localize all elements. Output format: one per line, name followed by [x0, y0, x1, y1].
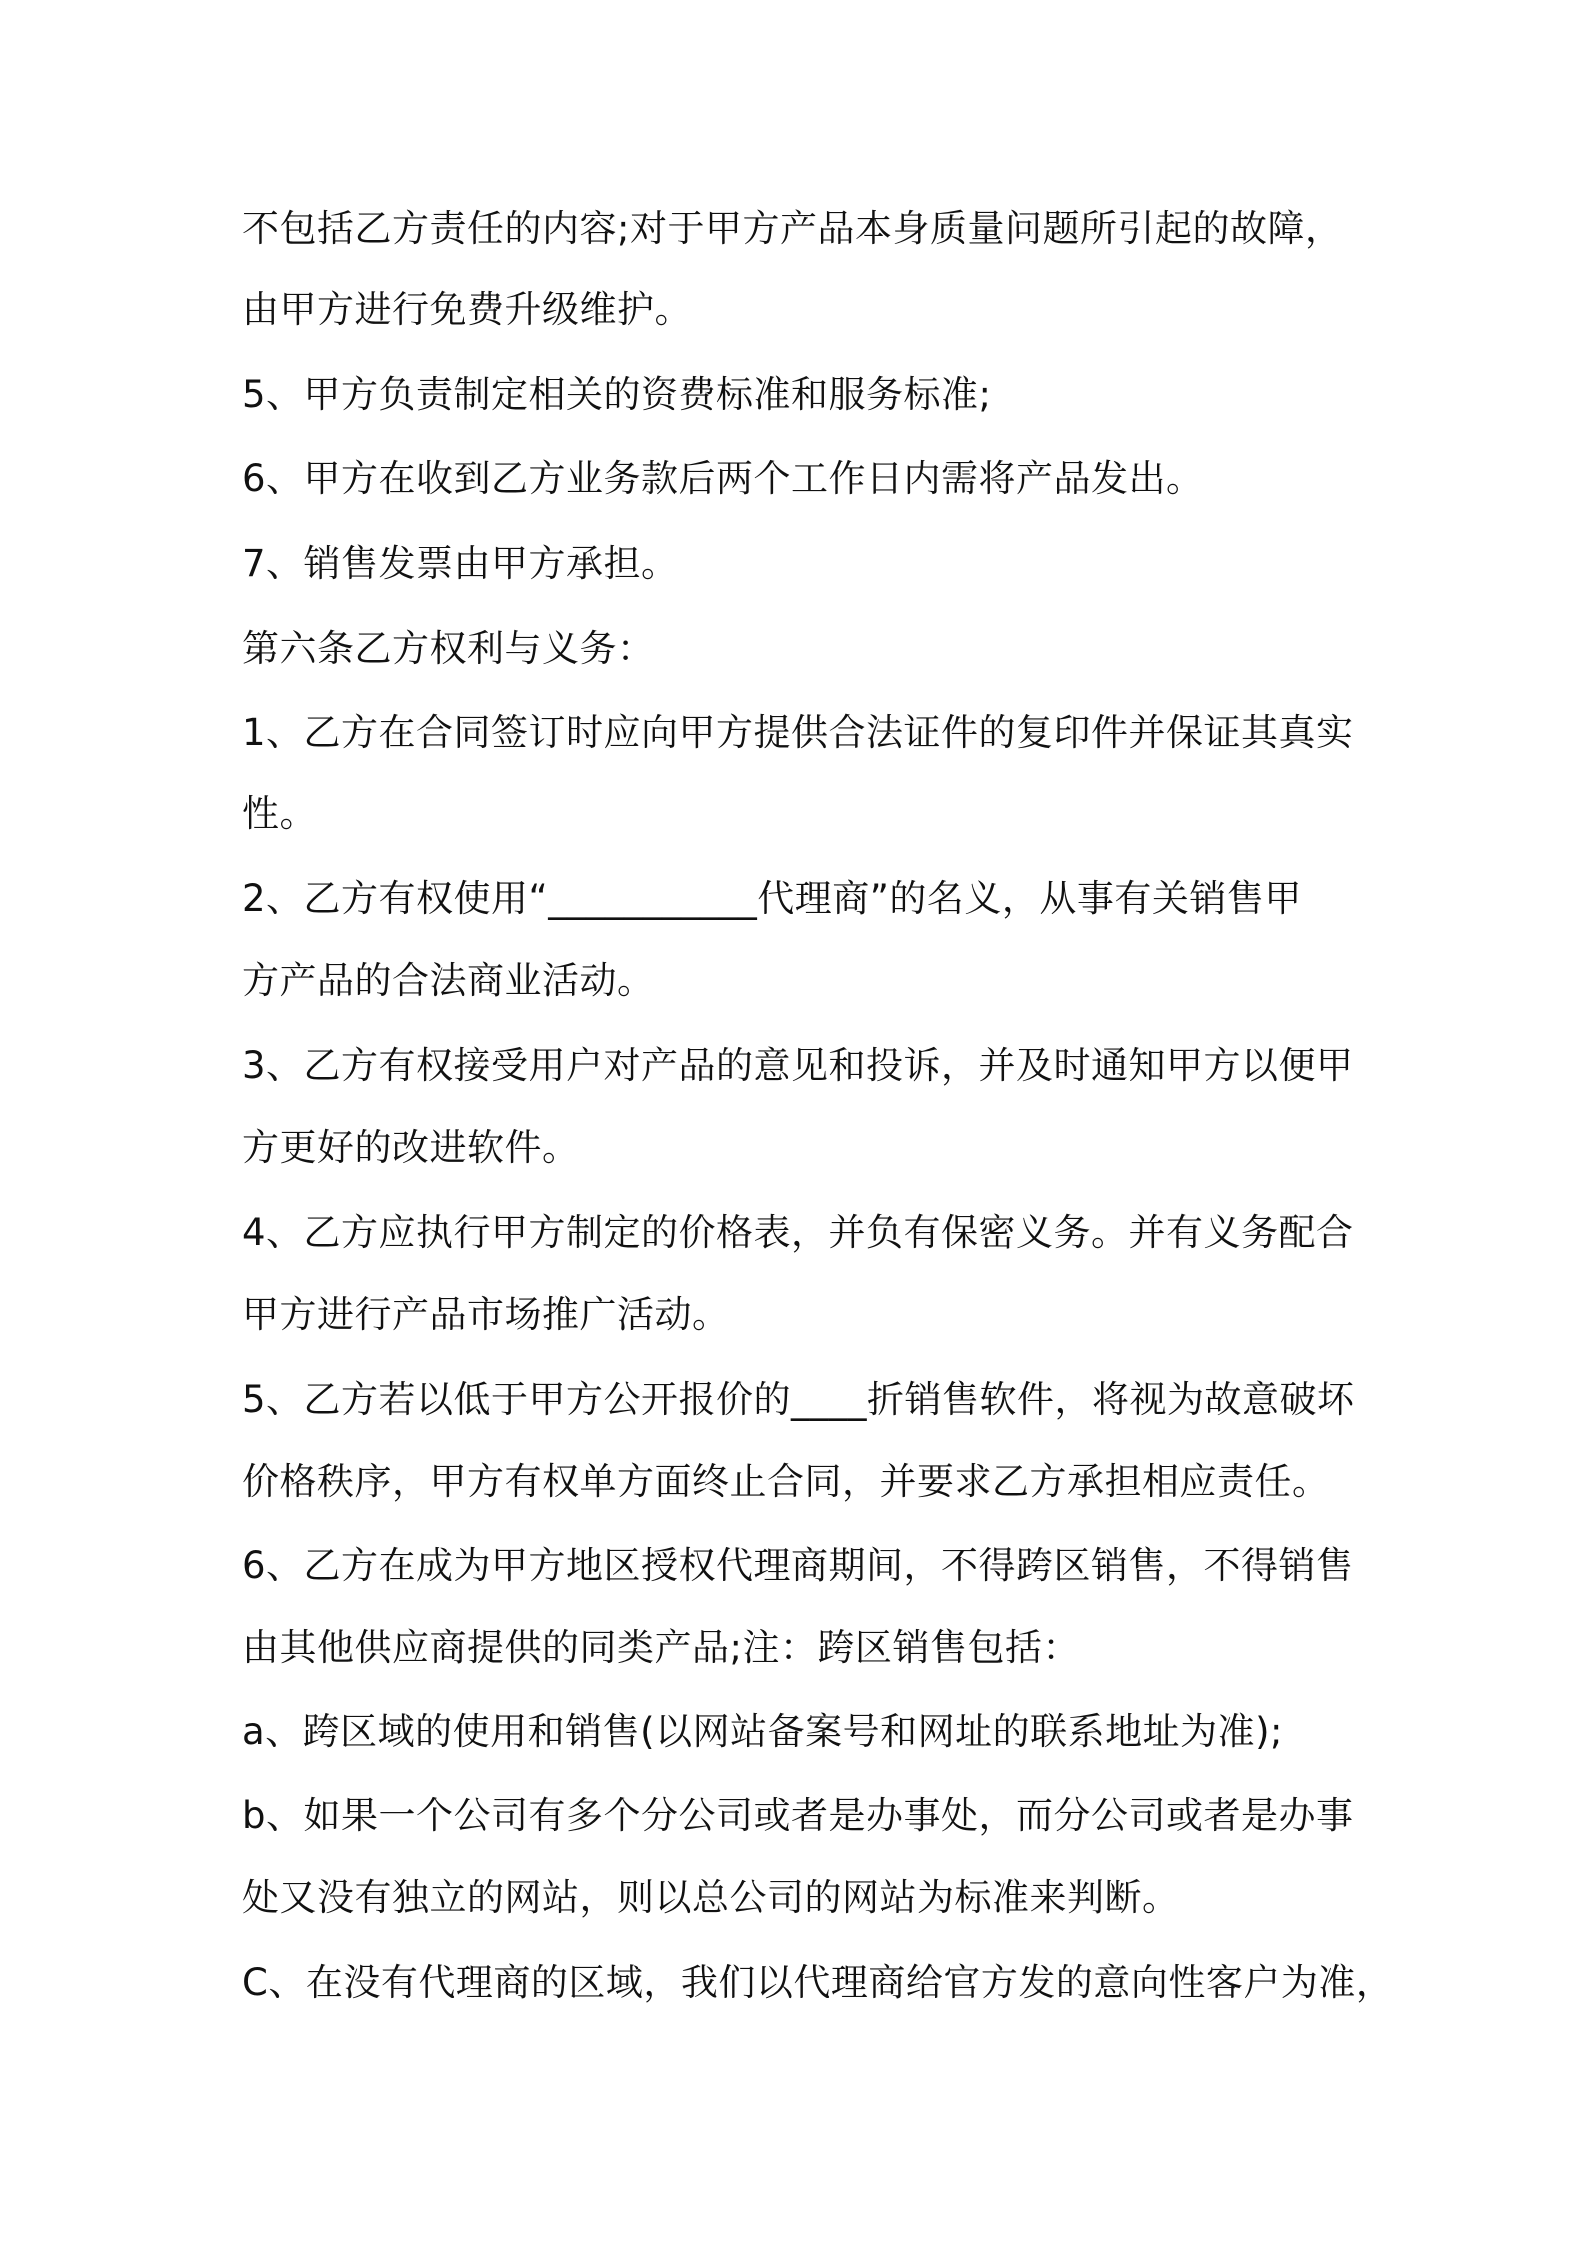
text-line: 甲方进行产品市场推广活动。: [242, 1293, 730, 1336]
text-line: 价格秩序，甲方有权单方面终止合同，并要求乙方承担相应责任。: [242, 1460, 1330, 1503]
text-line: 5、乙方若以低于甲方公开报价的____折销售软件，将视为故意破坏: [242, 1378, 1355, 1421]
text-line: 2、乙方有权使用“___________代理商”的名义，从事有关销售甲: [242, 877, 1302, 920]
text-line: C、在没有代理商的区域，我们以代理商给官方发的意向性客户为准，: [242, 1961, 1394, 2004]
text-line: a、跨区域的使用和销售(以网站备案号和网址的联系地址为准);: [242, 1710, 1284, 1753]
text-line: 方更好的改进软件。: [242, 1126, 580, 1169]
text-line: 6、甲方在收到乙方业务款后两个工作日内需将产品发出。: [242, 457, 1204, 500]
text-line: 处又没有独立的网站，则以总公司的网站为标准来判断。: [242, 1876, 1180, 1919]
text-line: 4、乙方应执行甲方制定的价格表，并负有保密义务。并有义务配合: [242, 1211, 1354, 1254]
text-line: 不包括乙方责任的内容;对于甲方产品本身质量问题所引起的故障，: [242, 207, 1343, 250]
text-line: 6、乙方在成为甲方地区授权代理商期间，不得跨区销售，不得销售: [242, 1544, 1354, 1587]
section-heading: 第六条乙方权利与义务：: [242, 627, 655, 670]
text-line: 5、甲方负责制定相关的资费标准和服务标准;: [242, 373, 992, 416]
text-line: 7、销售发票由甲方承担。: [242, 542, 679, 585]
text-line: 性。: [242, 792, 317, 835]
text-line: b、如果一个公司有多个分公司或者是办事处，而分公司或者是办事: [242, 1794, 1354, 1837]
text-line: 1、乙方在合同签订时应向甲方提供合法证件的复印件并保证其真实: [242, 711, 1354, 754]
text-line: 由其他供应商提供的同类产品;注：跨区销售包括：: [242, 1626, 1080, 1669]
text-line: 3、乙方有权接受用户对产品的意见和投诉，并及时通知甲方以便甲: [242, 1044, 1354, 1087]
text-line: 由甲方进行免费升级维护。: [242, 288, 692, 331]
text-line: 方产品的合法商业活动。: [242, 959, 655, 1002]
